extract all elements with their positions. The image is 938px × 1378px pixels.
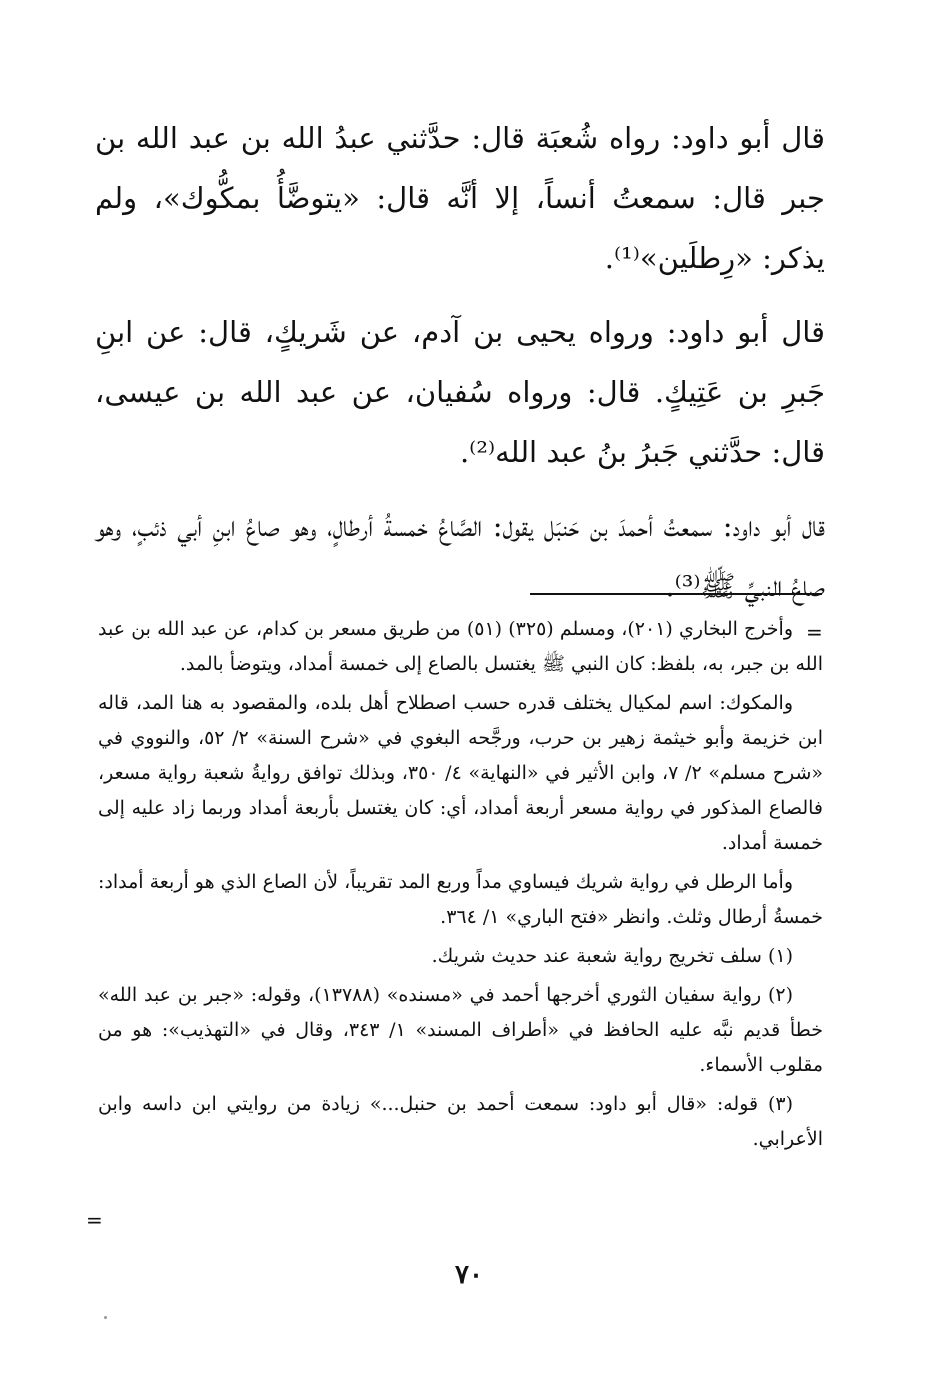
footnote-continuation-1: وأخرج البخاري (٢٠١)، ومسلم (٣٢٥) (٥١) من طريق مسعر بن كدام، عن عبد الله بن عبد الله بن جبر، به، بلفظ: كان النبي ﷺ يغتسل بالصاع إلى خمسة أمداد، ويتوضأ بالمد. [98, 618, 823, 675]
footnote-divider [530, 593, 822, 595]
main-paragraph-2: قال أبو داود: ورواه يحيى بن آدم، عن شَريكٍ، قال: عن ابنِ جَبرِ بن عَتِيكٍ. قال: ورواه سُفيان، عن عبد الله بن عيسى، قال: حدَّثني جَبرُ بنُ عبد الله⁽²⁾. [95, 315, 825, 469]
main-text [95, 108, 825, 630]
scan-speck [104, 1316, 107, 1319]
main-paragraph-3: قال أبو داود: سمعتُ أحمدَ بن حَنبَل يقول: الصَّاعُ خمسةُ أرطالٍ، وهو صاعُ ابنِ أبي ذئبٍ، وهو صاعُ النبيِّ ﷺ⁽³⁾. [95, 509, 825, 603]
main-paragraph-1: قال أبو داود: رواه شُعبَة قال: حدَّثني عبدُ الله بن عبد الله بن جبر قال: سمعتُ أنساً، إلا أنَّه قال: «يتوضَّأُ بمكُّوك»، ولم يذكر: «رِطلَين»⁽¹⁾. [95, 121, 825, 275]
footnote-continuation-2: والمكوك: اسم لمكيال يختلف قدره حسب اصطلاح أهل بلده، والمقصود به هنا المد، قاله ابن خزيمة وأبو خيثمة زهير بن حرب، ورجَّحه البغوي في «شرح السنة» ٢/ ٥٢، والنووي في «شرح مسلم» ٢/ ٧، وابن الأثير في «النهاية» ٤/ ٣٥٠، وبذلك توافق روايةُ شعبة رواية مسعر، فالصاع المذكور في رواية مسعر أربعة أمداد، أي: كان يغتسل بأربعة أمداد وربما زاد عليه إلى خمسة أمداد. [98, 692, 823, 854]
footnote-1: (١) سلف تخريج رواية شعبة عند حديث شريك. [431, 945, 793, 967]
footnote-continuation-3: وأما الرطل في رواية شريك فيساوي مداً وربع المد تقريباً، لأن الصاع الذي هو أربعة أمداد: خمسةُ أرطال وثلث. وانظر «فتح الباري» ١/ ٣٦٤. [98, 871, 823, 928]
footnote-3: (٣) قوله: «قال أبو داود: سمعت أحمد بن حنبل...» زيادة من روايتي ابن داسه وابن الأعرابي. [98, 1093, 823, 1150]
footnote-2: (٢) رواية سفيان الثوري أخرجها أحمد في «مسنده» (١٣٧٨٨)، وقوله: «جبر بن عبد الله» خطأ قديم نبَّه عليه الحافظ في «أطراف المسند» ١/ ٣٤٣، وقال في «التهذيب»: هو من مقلوب الأسماء. [98, 984, 823, 1076]
footnote-continuation-marker: = [806, 620, 823, 644]
page-number: ٧٠ [455, 1260, 483, 1290]
footnotes [98, 612, 823, 1161]
footnote-end-marker: = [86, 1208, 103, 1232]
